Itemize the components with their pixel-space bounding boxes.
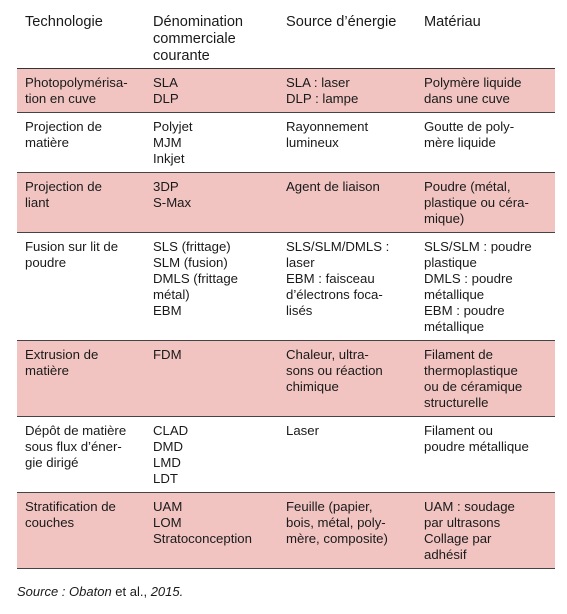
source-label: Source : Obaton — [17, 584, 112, 599]
cell-denomination: UAM LOM Stratoconception — [145, 493, 278, 569]
cell-materiau: Poudre (métal, plastique ou céra- mique) — [416, 173, 555, 233]
source-year: 2015. — [150, 584, 184, 599]
cell-materiau: Goutte de poly- mère liquide — [424, 119, 515, 150]
header-materiau: Matériau — [424, 14, 481, 30]
cell-technologie: Fusion sur lit de poudre — [25, 239, 119, 270]
table-row — [17, 493, 555, 569]
header-denomination: Dénomination commerciale courante — [153, 14, 244, 64]
cell-denomination: 3DP S-Max — [145, 173, 278, 233]
table-body — [17, 69, 555, 569]
cell-source-energie: Rayonnement lumineux — [286, 119, 369, 150]
cell-denomination: SLS (frittage) SLM (fusion) DMLS (frittage métal) EBM — [153, 239, 239, 318]
header-source-energie: Source d’énergie — [286, 14, 397, 30]
cell-materiau: SLS/SLM : poudre plastique DMLS : poudre métallique EBM : poudre métallique — [424, 239, 532, 334]
cell-source-energie: Chaleur, ultra- sons ou réaction chimique — [278, 341, 416, 417]
header-technologie: Technologie — [25, 14, 103, 30]
cell-technologie: Dépôt de matière sous flux d’éner- gie dirigé — [25, 423, 127, 470]
table-row — [17, 341, 555, 417]
table-row — [17, 233, 555, 341]
cell-denomination: SLA DLP — [145, 69, 278, 113]
source-citation — [17, 584, 183, 600]
cell-source-energie: Laser — [286, 423, 319, 438]
cell-source-energie: SLA : laser DLP : lampe — [278, 69, 416, 113]
cell-materiau: Filament ou poudre métallique — [424, 423, 529, 454]
cell-technologie: Photopolymérisa- tion en cuve — [17, 69, 145, 113]
table-row — [17, 417, 555, 493]
cell-materiau: Filament de thermoplastique ou de céramique structurelle — [416, 341, 555, 417]
table-header — [17, 8, 555, 69]
table-row — [17, 173, 555, 233]
source-authors: et al., — [111, 584, 151, 599]
table-row — [17, 113, 555, 173]
cell-denomination: FDM — [145, 341, 278, 417]
cell-denomination: Polyjet MJM Inkjet — [153, 119, 193, 166]
cell-technologie: Projection de liant — [17, 173, 145, 233]
cell-source-energie: SLS/SLM/DMLS : laser EBM : faisceau d’électrons foca- lisés — [286, 239, 390, 318]
cell-denomination: CLAD DMD LMD LDT — [153, 423, 189, 486]
technology-table — [17, 8, 555, 569]
cell-materiau: Polymère liquide dans une cuve — [416, 69, 555, 113]
cell-source-energie: Feuille (papier, bois, métal, poly- mère, composite) — [278, 493, 416, 569]
cell-materiau: UAM : soudage par ultrasons Collage par adhésif — [416, 493, 555, 569]
cell-technologie: Extrusion de matière — [17, 341, 145, 417]
cell-source-energie: Agent de liaison — [278, 173, 416, 233]
table-row — [17, 69, 555, 113]
cell-technologie: Stratification de couches — [17, 493, 145, 569]
cell-technologie: Projection de matière — [25, 119, 102, 150]
